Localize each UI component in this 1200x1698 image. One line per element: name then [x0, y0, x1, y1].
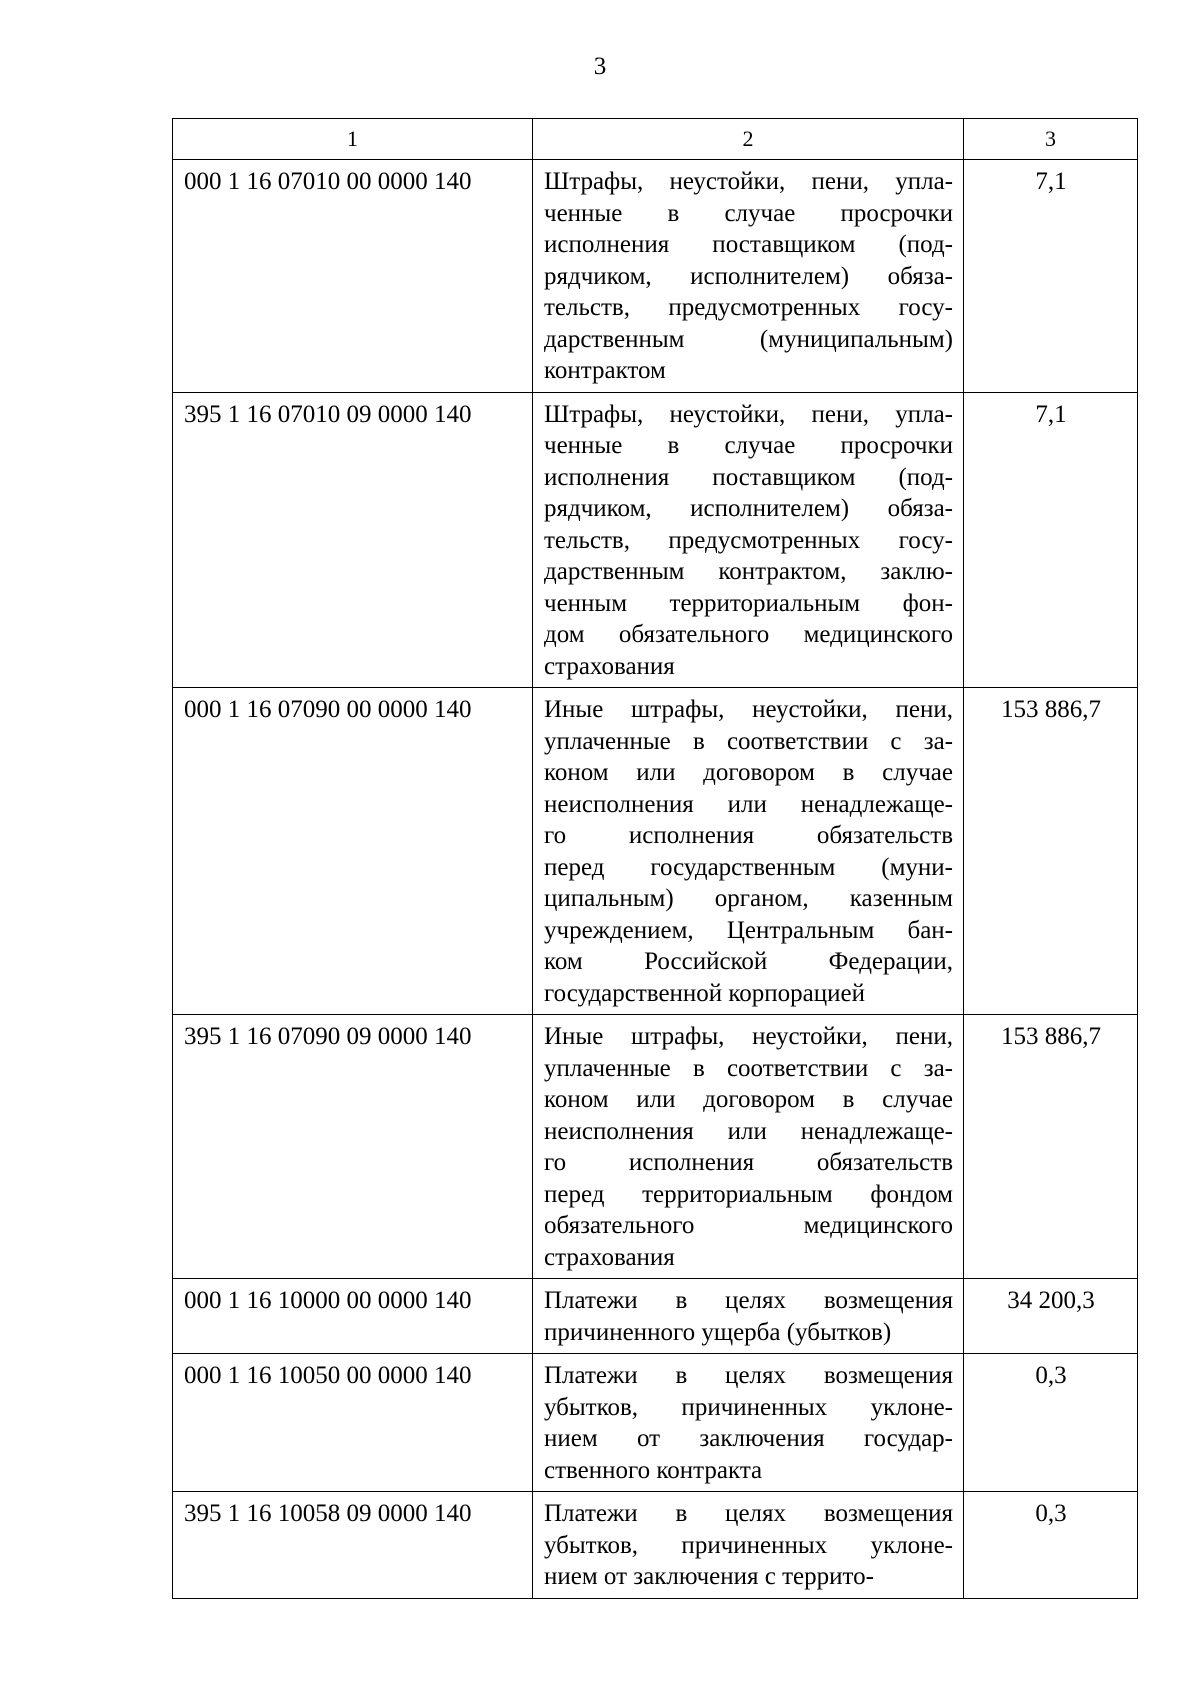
description-line: ственного контракта	[544, 1456, 763, 1484]
description-line: неисполнения или ненадлежаще-	[544, 1117, 953, 1145]
revenue-description-cell	[533, 1492, 964, 1599]
description-line: страхования	[544, 1243, 675, 1271]
description-line: ченные в случае просрочки	[544, 199, 953, 227]
amount-cell: 153 886,7	[964, 688, 1138, 1015]
column-header-3: 3	[964, 119, 1138, 160]
budget-code-cell: 000 1 16 07010 00 0000 140	[173, 160, 533, 393]
amount-cell: 34 200,3	[964, 1279, 1138, 1354]
budget-code-cell: 000 1 16 10000 00 0000 140	[173, 1279, 533, 1354]
amount-cell: 0,3	[964, 1492, 1138, 1599]
description-line: Штрафы, неустойки, пени, упла-	[544, 168, 953, 195]
amount-cell: 153 886,7	[964, 1015, 1138, 1279]
description-line: государственной корпорацией	[544, 979, 866, 1007]
description-line: перед территориальным фондом	[544, 1180, 953, 1208]
description-line: Иные штрафы, неустойки, пени,	[544, 1023, 953, 1050]
budget-code-cell: 395 1 16 07010 09 0000 140	[173, 392, 533, 688]
description-line: Иные штрафы, неустойки, пени,	[544, 696, 953, 723]
budget-code-cell: 395 1 16 07090 09 0000 140	[173, 1015, 533, 1279]
description-line: Платежи в целях возмещения	[544, 1287, 953, 1314]
revenue-description-cell	[533, 160, 964, 393]
amount-cell: 0,3	[964, 1354, 1138, 1492]
description-line: тельств, предусмотренных госу-	[544, 526, 953, 554]
description-line: го исполнения обязательств	[544, 822, 953, 849]
description-line: коном или договором в случае	[544, 1086, 953, 1113]
description-line: контрактом	[544, 357, 666, 384]
table-body	[173, 160, 1138, 1599]
budget-code-cell: 000 1 16 10050 00 0000 140	[173, 1354, 533, 1492]
description-line: дом обязательного медицинского	[544, 621, 953, 648]
description-line: ченные в случае просрочки	[544, 432, 953, 459]
description-line: исполнения поставщиком (под-	[544, 231, 953, 258]
page-number: 3	[593, 53, 607, 80]
budget-code-cell: 395 1 16 10058 09 0000 140	[173, 1492, 533, 1599]
column-header-1: 1	[173, 119, 533, 160]
description-line: страхования	[544, 652, 675, 680]
description-line: ципальным) органом, казенным	[544, 885, 953, 912]
table-row	[173, 1279, 1138, 1354]
description-line: уплаченные в соответствии с за-	[544, 727, 953, 755]
description-line: нием от заключения государ-	[544, 1425, 953, 1452]
table-row	[173, 688, 1138, 1015]
description-line: Платежи в целях возмещения	[544, 1362, 953, 1389]
description-line: убытков, причиненных уклоне-	[544, 1393, 953, 1421]
table-row	[173, 1015, 1138, 1279]
description-line: исполнения поставщиком (под-	[544, 463, 953, 491]
description-line: перед государственным (муни-	[544, 853, 953, 881]
table-row	[173, 1492, 1138, 1599]
amount-cell: 7,1	[964, 392, 1138, 688]
description-line: учреждением, Центральным бан-	[544, 916, 953, 944]
description-line: дарственным контрактом, заклю-	[544, 558, 953, 585]
description-line: коном или договором в случае	[544, 759, 953, 786]
description-line: тельств, предусмотренных госу-	[544, 294, 953, 321]
budget-revenue-table	[172, 118, 1138, 1599]
description-line: рядчиком, исполнителем) обяза-	[544, 495, 953, 522]
budget-code-cell: 000 1 16 07090 00 0000 140	[173, 688, 533, 1015]
revenue-description-cell	[533, 392, 964, 688]
revenue-description-cell	[533, 1015, 964, 1279]
revenue-description-cell	[533, 688, 964, 1015]
description-line: обязательного медицинского	[544, 1212, 953, 1239]
description-line: причиненного ущерба (убытков)	[544, 1318, 892, 1346]
amount-cell: 7,1	[964, 160, 1138, 393]
description-line: Платежи в целях возмещения	[544, 1500, 953, 1527]
description-line: го исполнения обязательств	[544, 1149, 953, 1176]
description-line: ченным территориальным фон-	[544, 589, 953, 617]
description-line: уплаченные в соответствии с за-	[544, 1054, 953, 1082]
table-row	[173, 392, 1138, 688]
revenue-description-cell	[533, 1354, 964, 1492]
description-line: дарственным (муниципальным)	[544, 325, 953, 353]
description-line: нием от заключения с террито-	[544, 1563, 874, 1590]
description-line: убытков, причиненных уклоне-	[544, 1531, 953, 1559]
table-header-row	[173, 119, 1138, 160]
description-line: ком Российской Федерации,	[544, 948, 953, 975]
table-row	[173, 160, 1138, 393]
revenue-description-cell	[533, 1279, 964, 1354]
description-line: Штрафы, неустойки, пени, упла-	[544, 400, 953, 428]
description-line: неисполнения или ненадлежаще-	[544, 790, 953, 818]
description-line: рядчиком, исполнителем) обяза-	[544, 262, 953, 290]
table-row	[173, 1354, 1138, 1492]
column-header-2: 2	[533, 119, 964, 160]
